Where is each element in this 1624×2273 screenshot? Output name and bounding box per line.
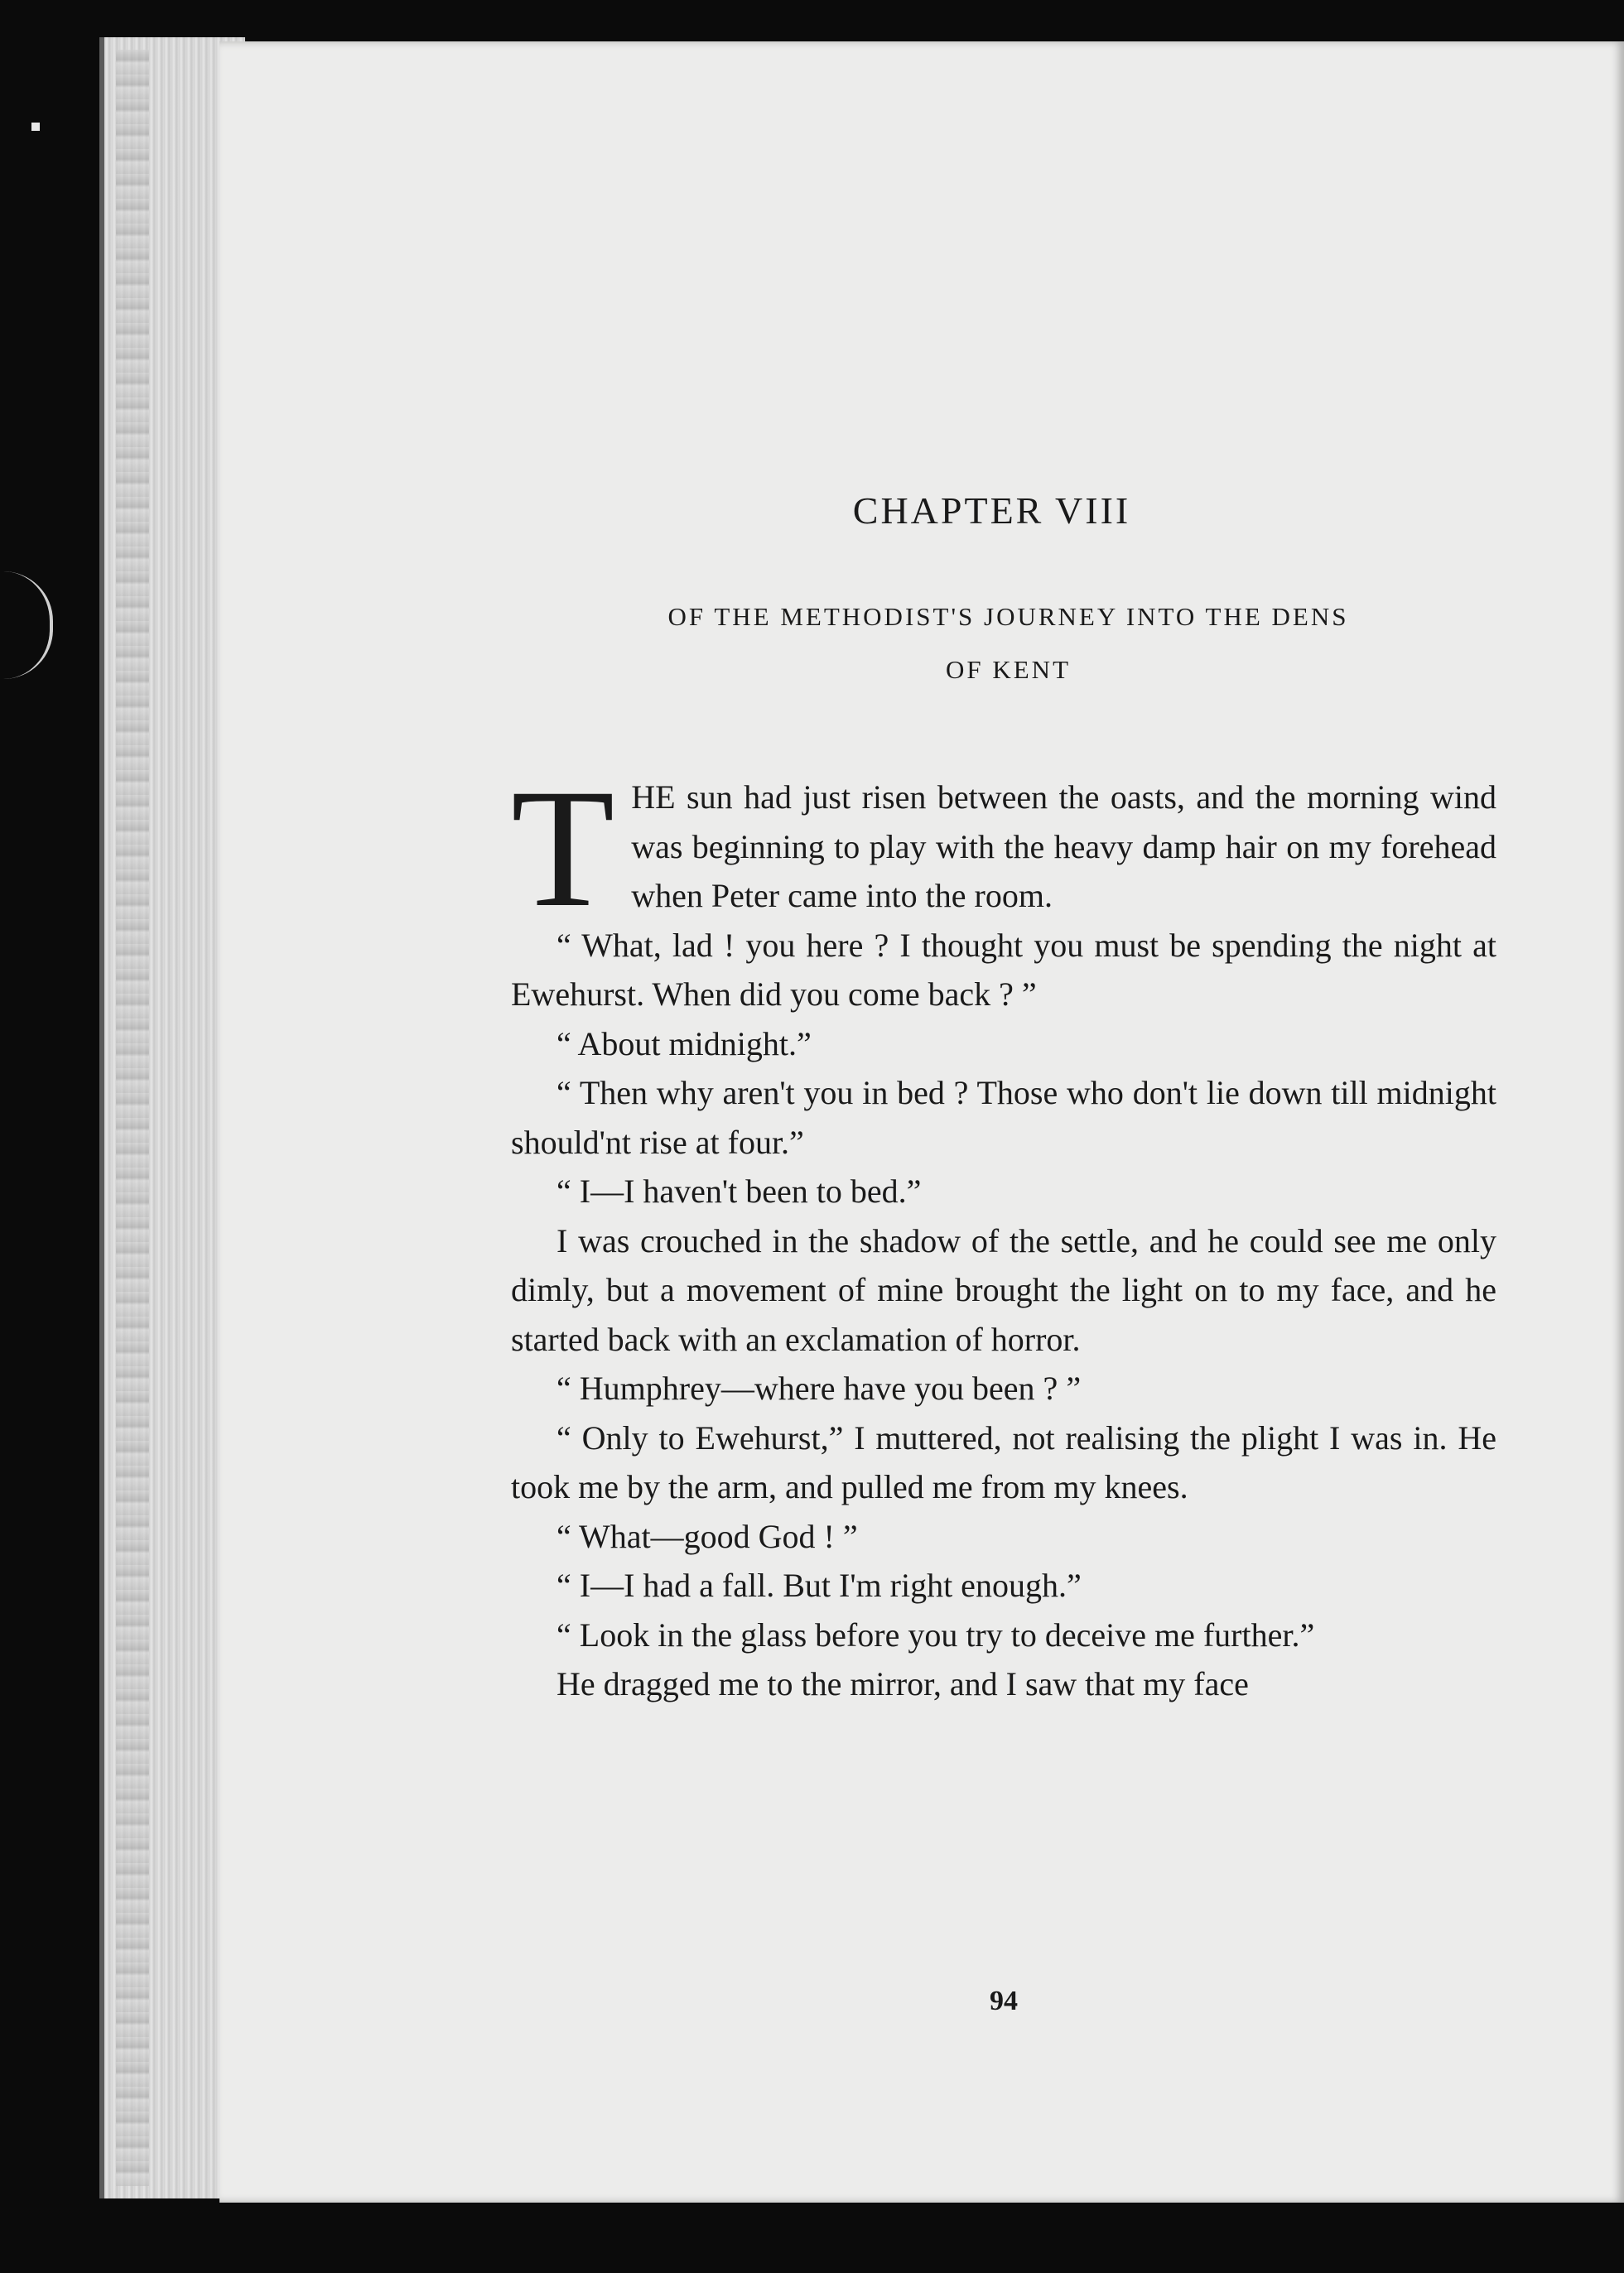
paragraph: “ Then why aren't you in bed ? Those who don't lie down till midnight should'nt rise at four.”: [511, 1074, 1496, 1161]
paragraph-text: HE sun had just risen between the oasts, and the morning wind was beginning to play with the heavy damp hair on my forehead when Peter came into the room.: [631, 778, 1496, 914]
chapter-heading: [290, 489, 1503, 738]
paragraph: “ Look in the glass before you try to deceive me further.”: [557, 1616, 1315, 1654]
drop-cap: T: [511, 754, 615, 942]
paragraph: I was crouched in the shadow of the settle, and he could see me only dimly, but a movement of mine brought the light on to my face, and he started back with an exclamation of horror.: [511, 1221, 1496, 1358]
chapter-title: CHAPTER VIII: [852, 489, 1131, 532]
chapter-subtitle-line-2: OF KENT: [945, 655, 1072, 684]
chapter-body: [511, 754, 1496, 1709]
paragraph: “ I—I had a fall. But I'm right enough.”: [557, 1567, 1082, 1604]
paragraph: “ Only to Ewehurst,” I muttered, not realising the plight I was in. He took me by the arm, and pulled me from my knees.: [511, 1418, 1496, 1505]
paragraph: He dragged me to the mirror, and I saw that my face: [557, 1665, 1249, 1702]
paragraph: “ Humphrey—where have you been ? ”: [557, 1370, 1082, 1407]
paragraph: “ What—good God ! ”: [557, 1517, 858, 1555]
scan-speck: [31, 123, 40, 131]
chapter-subtitle-line-1: OF THE METHODIST'S JOURNEY INTO THE DENS: [667, 602, 1349, 631]
paragraph: “ What, lad ! you here ? I thought you must be spending the night at Ewehurst. When did you come back ? ”: [511, 926, 1496, 1013]
chapter-subtitle: [290, 590, 1503, 696]
paragraph: “ About midnight.”: [557, 1024, 812, 1062]
scanner-clip: [0, 571, 53, 679]
paragraph: “ I—I haven't been to bed.”: [557, 1173, 922, 1210]
paragraph: [511, 754, 1496, 942]
page-number: 94: [990, 1986, 1018, 2016]
page-stack-texture: [116, 50, 149, 2186]
